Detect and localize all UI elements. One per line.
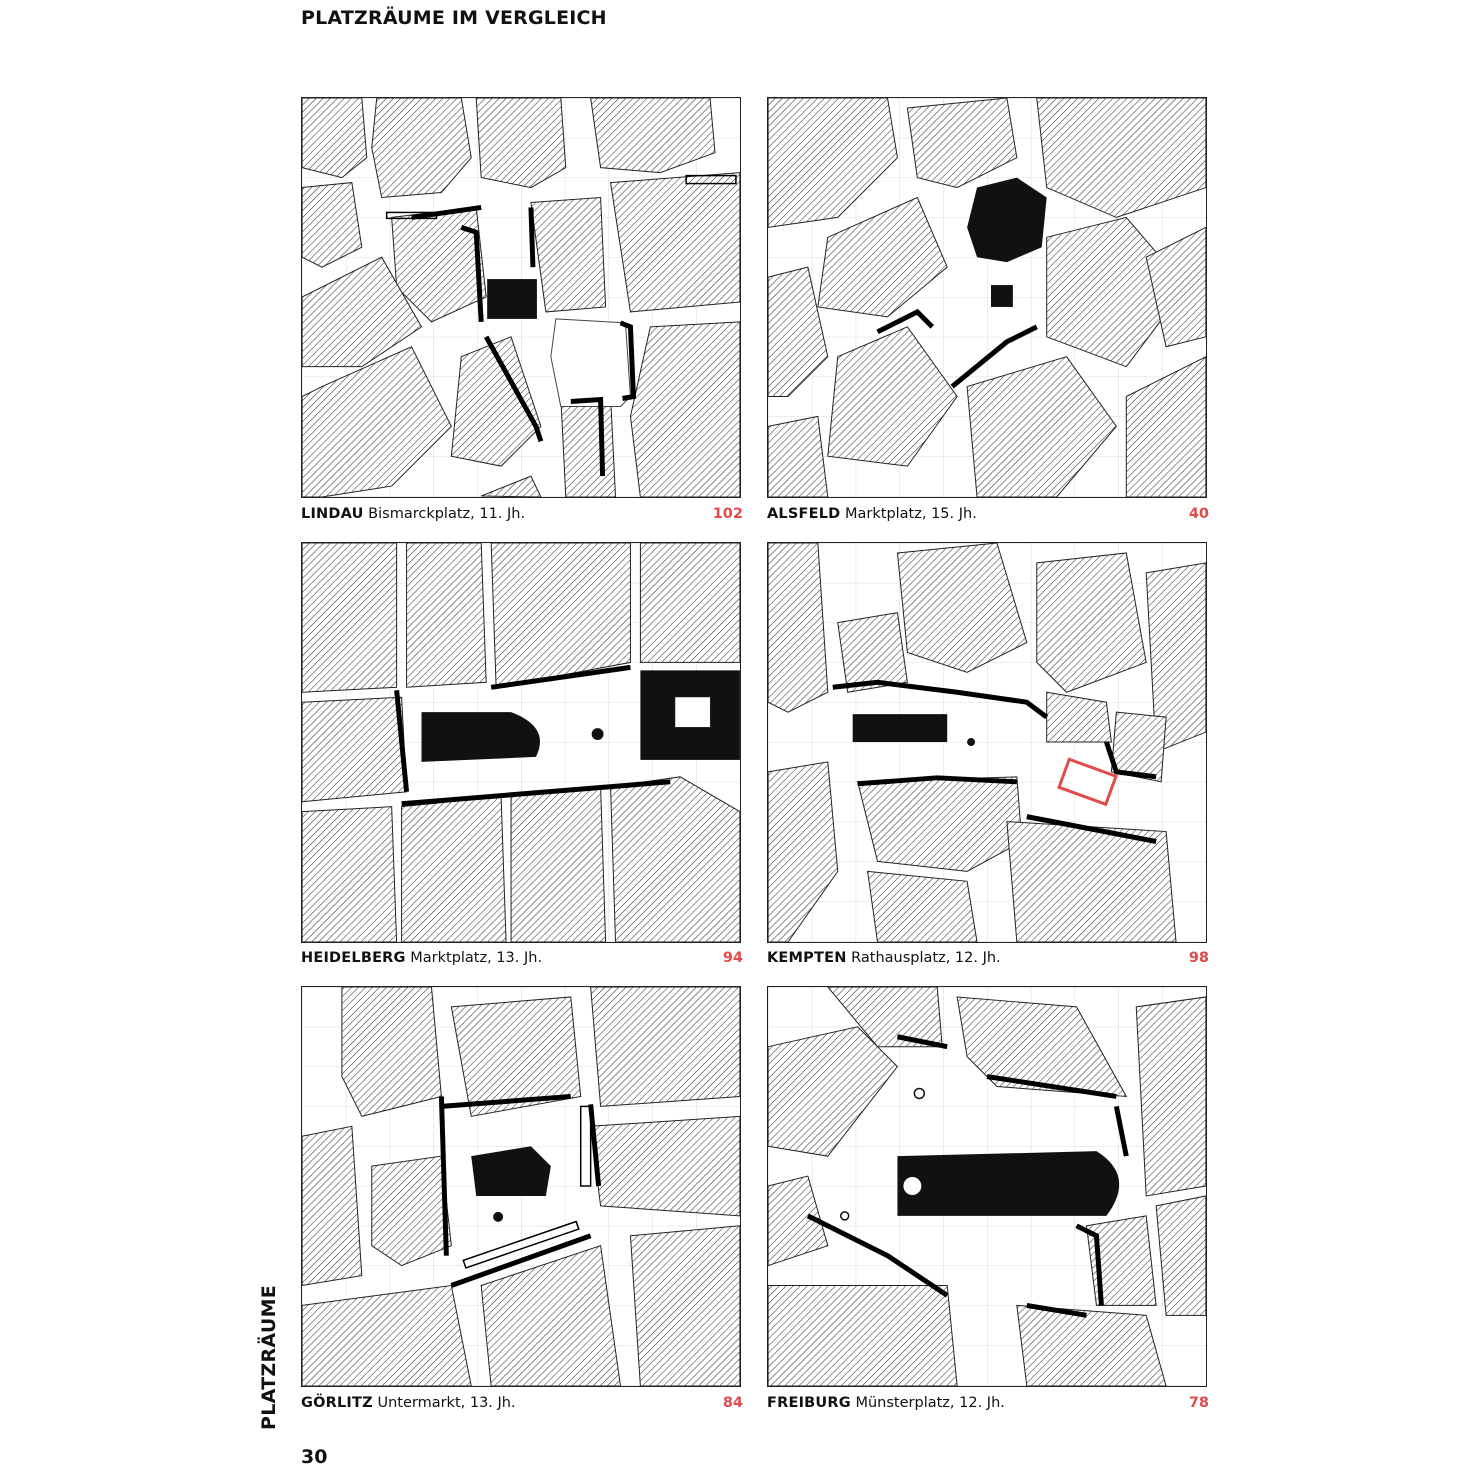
page-reference: 78	[1188, 1395, 1209, 1411]
city-name: LINDAU	[301, 506, 364, 522]
map-lindau	[302, 98, 740, 497]
map-panel-alsfeld	[767, 97, 1207, 498]
page-reference: 102	[712, 506, 743, 522]
place-name: Marktplatz, 15. Jh.	[845, 506, 977, 522]
map-alsfeld	[768, 98, 1206, 497]
caption-heidelberg	[301, 950, 743, 972]
map-heidelberg	[302, 543, 740, 942]
place-name: Rathausplatz, 12. Jh.	[851, 950, 1001, 966]
map-panel-heidelberg	[301, 542, 741, 943]
place-name: Marktplatz, 13. Jh.	[410, 950, 543, 966]
place-name: Bismarckplatz, 11. Jh.	[368, 506, 526, 522]
side-section-label: PLATZRÄUME	[258, 1284, 280, 1430]
caption-goerlitz	[301, 1395, 743, 1417]
map-panel-kempten	[767, 542, 1207, 943]
map-goerlitz	[302, 987, 740, 1386]
city-name: HEIDELBERG	[301, 950, 406, 966]
place-name: Untermarkt, 13. Jh.	[377, 1395, 516, 1411]
caption-lindau	[301, 506, 743, 528]
city-name: GÖRLITZ	[301, 1395, 373, 1411]
map-panel-goerlitz	[301, 986, 741, 1387]
city-name: KEMPTEN	[767, 950, 847, 966]
page-reference: 40	[1188, 506, 1209, 522]
map-kempten	[768, 543, 1206, 942]
page-reference: 94	[722, 950, 743, 966]
page-title: PLATZRÄUME IM VERGLEICH	[301, 7, 607, 29]
page-reference: 84	[722, 1395, 743, 1411]
place-name: Münsterplatz, 12. Jh.	[855, 1395, 1005, 1411]
page-number: 30	[301, 1446, 328, 1468]
caption-freiburg	[767, 1395, 1209, 1417]
caption-alsfeld	[767, 506, 1209, 528]
map-panel-lindau	[301, 97, 741, 498]
map-freiburg	[768, 987, 1206, 1386]
caption-kempten	[767, 950, 1209, 972]
city-name: ALSFELD	[767, 506, 841, 522]
page-reference: 98	[1188, 950, 1209, 966]
map-panel-freiburg	[767, 986, 1207, 1387]
city-name: FREIBURG	[767, 1395, 851, 1411]
